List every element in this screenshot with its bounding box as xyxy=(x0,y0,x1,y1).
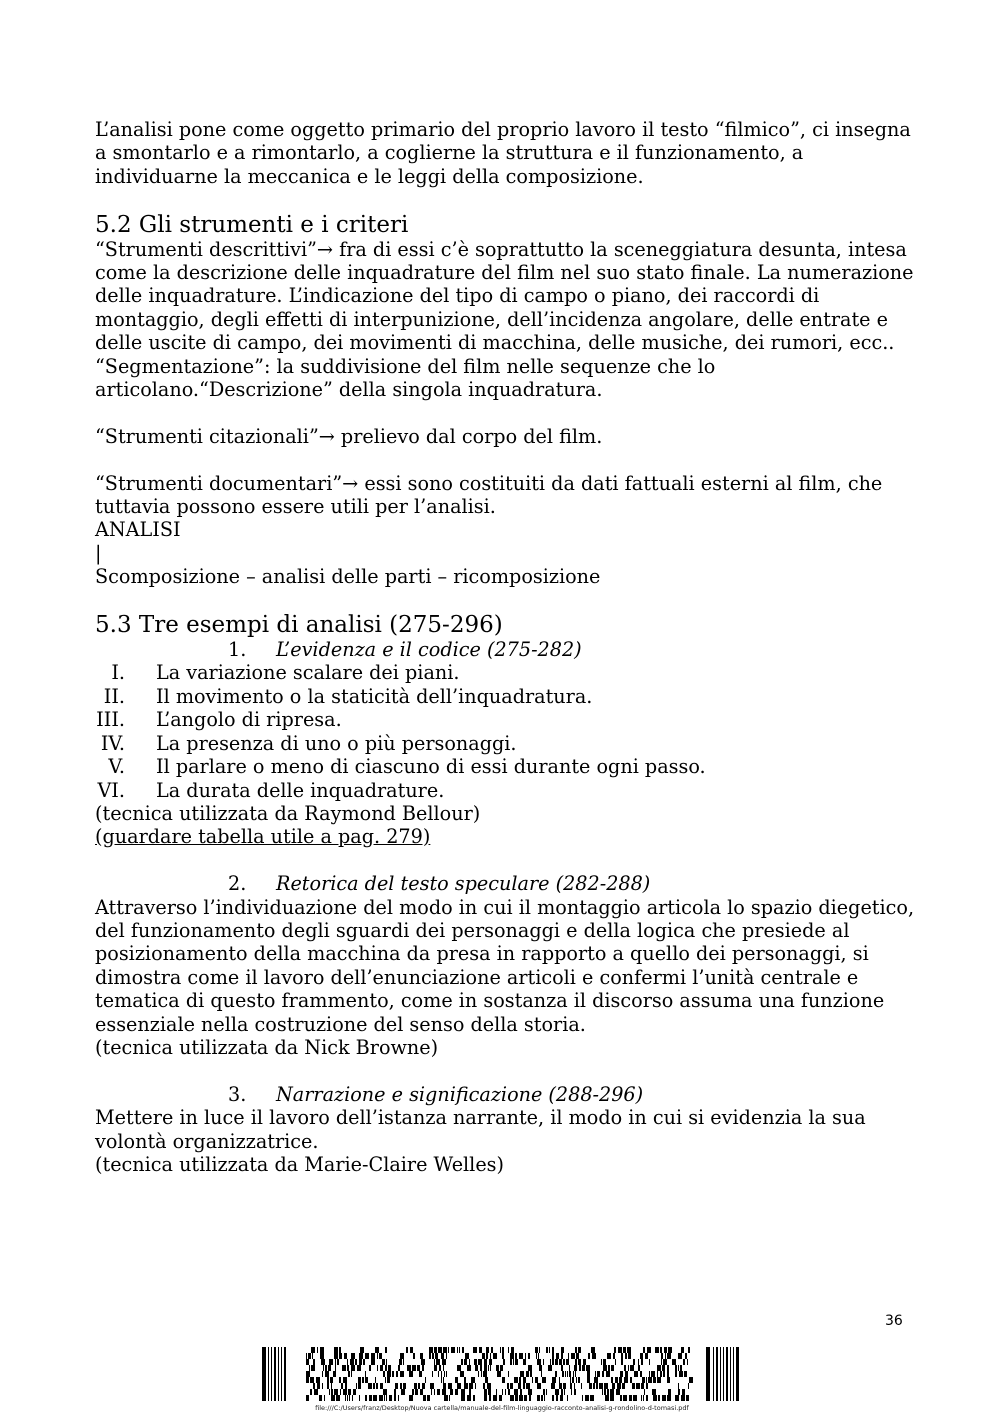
section-5-3-heading: 5.3 Tre esempi di analisi (275-296) xyxy=(95,612,503,639)
example-3-note: (tecnica utilizzata da Marie-Claire Welles) xyxy=(95,1152,505,1176)
intro-paragraph: L’analisi pone come oggetto primario del proprio lavoro il testo “filmico”, ci insegna a smontarlo e a rimontarlo, a coglierne la struttura e il funzionamento, a individuarne la meccanica e le leggi della composizione. xyxy=(95,118,911,188)
strumenti-descrittivi-paragraph: “Strumenti descrittivi”→ fra di essi c’è soprattutto la sceneggiatura desunta, intesa come la descrizione delle inquadrature del film nel suo stato finale. La numerazione delle inquadrature. L’indicazione del tipo di campo o piano, dei raccordi di montaggio, degli effetti di interpunizione, dell’incidenza angolare, delle entrate e delle uscite di campo, dei movimenti di macchina, delle musiche, dei rumori, ecc.. “Segmentazione”: la suddivisione del film nelle sequenze che lo articolano.“Descrizione” della singola inquadratura. xyxy=(95,237,914,402)
section-5-2-heading: 5.2 Gli strumenti e i criteri xyxy=(95,211,409,238)
example-3-title-text: Narrazione e significazione (288-296) xyxy=(276,1082,644,1106)
scomposizione-line: Scomposizione – analisi delle parti – ricomposizione xyxy=(95,565,601,589)
roman-numeral: VI. xyxy=(97,778,125,802)
example-1-title xyxy=(95,638,925,661)
document-page xyxy=(95,118,925,1176)
roman-numeral: III. xyxy=(96,708,125,732)
list-item xyxy=(95,732,925,755)
list-item-text: Il movimento o la staticità dell’inquadratura. xyxy=(156,684,593,708)
roman-numeral: IV. xyxy=(100,731,125,755)
roman-numeral: II. xyxy=(103,684,125,708)
analisi-label: ANALISI xyxy=(95,518,181,542)
example-2-number: 2. xyxy=(228,872,247,896)
strumenti-documentari-paragraph: “Strumenti documentari”→ essi sono costituiti da dati fattuali esterni al film, che tuttavia possono essere utili per l’analisi. xyxy=(95,471,883,519)
table-reference: (guardare tabella utile a pag. 279) xyxy=(95,825,431,849)
example-3-number: 3. xyxy=(228,1082,247,1106)
example-3-title xyxy=(95,1083,925,1106)
list-item xyxy=(95,779,925,802)
page-number: 36 xyxy=(885,1313,903,1329)
list-item xyxy=(95,661,925,684)
list-item-text: Il parlare o meno di ciascuno di essi durante ogni passo. xyxy=(156,755,706,779)
roman-numeral: I. xyxy=(111,661,125,685)
example-2-note: (tecnica utilizzata da Nick Browne) xyxy=(95,1035,439,1059)
example-3-body: Mettere in luce il lavoro dell’istanza narrante, il modo in cui si evidenzia la sua volontà organizzatrice. xyxy=(95,1106,866,1153)
list-item xyxy=(95,755,925,778)
list-item xyxy=(95,685,925,708)
strumenti-citazionali-paragraph: “Strumenti citazionali”→ prelievo dal corpo del film. xyxy=(95,424,603,448)
file-path: file:///C:/Users/franz/Desktop/Nuova cartella/manuale-del-film-linguaggio-racconto-analisi-g-rondolino-d-tomasi.pdf xyxy=(315,1404,689,1412)
barcode-image xyxy=(262,1347,742,1401)
list-item-text: La presenza di uno o più personaggi. xyxy=(156,731,517,755)
list-item xyxy=(95,708,925,731)
list-item-text: La variazione scalare dei piani. xyxy=(156,661,460,685)
example-2-title xyxy=(95,872,925,895)
analisi-bar: | xyxy=(95,541,102,565)
example-2-title-text: Retorica del testo speculare (282-288) xyxy=(276,872,651,896)
roman-numeral: V. xyxy=(108,755,125,779)
list-item-text: L’angolo di ripresa. xyxy=(156,708,342,732)
example-1-note: (tecnica utilizzata da Raymond Bellour) xyxy=(95,801,481,825)
list-item-text: La durata delle inquadrature. xyxy=(156,778,445,802)
example-1-title-text: L’evidenza e il codice (275-282) xyxy=(276,638,582,662)
example-2-body: Attraverso l’individuazione del modo in cui il montaggio articola lo spazio diegetico, del funzionamento degli sguardi dei personaggi e della logica che presiede al posizionamento della macchina da presa in rapporto a quello dei personaggi, si dimostra come il lavoro dell’enunciazione articoli e confermi l’unità centrale e tematica di questo frammento, come in sostanza il discorso assuma una funzione essenziale nella costruzione del senso della storia. xyxy=(95,895,915,1036)
example-1-number: 1. xyxy=(228,638,247,662)
